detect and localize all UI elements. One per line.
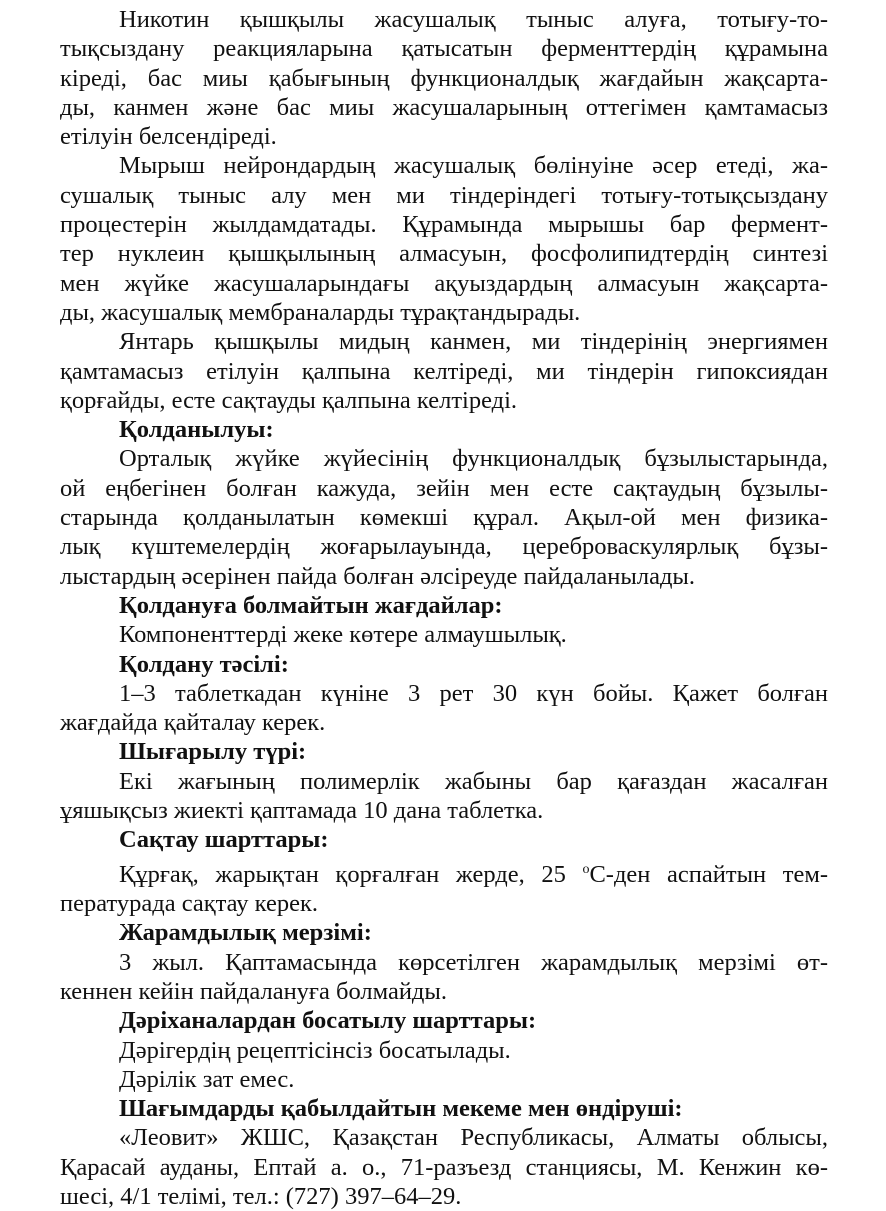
section-body-manufacturer: [60, 1123, 828, 1211]
text-line: «Леовит» ЖШС, Қазақстан Республикасы, Алматы облысы,: [119, 1124, 828, 1152]
section-title-usage: Қолданылуы:: [119, 416, 274, 444]
text-line: Мырыш нейрондардың жасушалық бөлінуіне әсер етеді, жа-: [119, 152, 828, 180]
storage-text-before: Құрғақ, жарықтан қорғалған жерде, 25: [119, 860, 583, 888]
text-line: ды, жасушалық мембраналарды тұрақтандырады.: [60, 298, 581, 326]
text-line: шесі, 4/1 телімі, тел.: (727) 397–64–29.: [60, 1183, 462, 1211]
text-line: Никотин қышқылы жасушалық тыныс алуға, тотығу-то-: [119, 6, 828, 33]
section-title-dispensing: Дәріханалардан босатылу шарттары:: [119, 1007, 537, 1035]
text-line: ды, канмен және бас миы жасушаларының оттегімен қамтамасыз: [60, 93, 828, 121]
text-line: Янтарь қышқылы мидың канмен, ми тіндерінің энергиямен: [119, 328, 828, 356]
section-body-form: [60, 767, 828, 826]
paragraph-nicotinic-acid: [60, 5, 828, 151]
section-title-manufacturer: Шағымдарды қабылдайтын мекеме мен өндіруші:: [119, 1095, 683, 1123]
section-title-shelf-life: Жарамдылық мерзімі:: [119, 919, 372, 947]
text-line: Қарасай ауданы, Ептай а. о., 71-разъезд станциясы, М. Кенжин кө-: [60, 1153, 828, 1181]
document-page: [60, 0, 828, 1211]
section-body-contraindications: Компоненттерді жеке көтере алмаушылық.: [119, 621, 567, 649]
text-line: кеннен кейін пайдалануға болмайды.: [60, 977, 447, 1005]
text-line: қамтамасыз етілуін қалпына келтіреді, ми тіндерін гипоксиядан: [60, 357, 828, 385]
section-title-contraindications: Қолдануға болмайтын жағдайлар:: [119, 591, 503, 619]
degree-sign: о: [582, 861, 590, 877]
section-body-storage: [60, 855, 828, 919]
paragraph-zinc: [60, 151, 828, 327]
section-title-form: Шығарылу түрі:: [119, 738, 307, 766]
storage-text-after: С-ден аспайтын тем-: [589, 860, 828, 888]
section-body-usage: [60, 444, 828, 590]
section-body-dispensing-2: Дәрілік зат емес.: [119, 1065, 295, 1093]
section-title-storage: Сақтау шарттары:: [119, 826, 329, 854]
text-line: мен жүйке жасушаларындағы ақуыздардың алмасуын жақсарта-: [60, 269, 828, 297]
text-line: лық күштемелердің жоғарылауында, цереброваскулярлық бұзы-: [60, 533, 828, 561]
text-line: [60, 855, 828, 889]
text-line: сушалық тыныс алу мен ми тіндеріндегі тотығу-тотықсыздану: [60, 181, 828, 209]
paragraph-succinic-acid: [60, 327, 828, 415]
section-body-method: [60, 679, 828, 738]
section-body-shelf-life: [60, 948, 828, 1007]
text-line: Орталық жүйке жүйесінің функционалдық бұзылыстарында,: [119, 445, 828, 473]
section-body-dispensing-1: Дәрігердің рецептісінсіз босатылады.: [119, 1036, 511, 1064]
text-line: тер нуклеин қышқылының алмасуын, фосфолипидтердің синтезі: [60, 240, 828, 268]
text-line: жағдайда қайталау керек.: [60, 709, 326, 737]
text-line: лыстардың әсерінен пайда болған әлсіреуде пайдаланылады.: [60, 562, 696, 590]
text-line: процестерін жылдамдатады. Құрамында мырышы бар фермент-: [60, 211, 828, 239]
text-line: ұяшықсыз жиекті қаптамада 10 дана таблетка.: [60, 797, 544, 825]
text-line: кіреді, бас миы қабығының функционалдық жағдайын жақсарта-: [60, 64, 828, 92]
text-line: етілуін белсендіреді.: [60, 123, 277, 151]
text-line: ой еңбегінен болған кажуда, зейін мен есте сақтаудың бұзылы-: [60, 474, 828, 502]
text-line: 3 жыл. Қаптамасында көрсетілген жарамдылық мерзімі өт-: [119, 948, 828, 976]
text-line: пературада сақтау керек.: [60, 890, 318, 918]
text-line: тықсыздану реакцияларына қатысатын ферменттердің құрамына: [60, 35, 828, 63]
text-line: қорғайды, есте сақтауды қалпына келтіреді.: [60, 386, 518, 414]
text-line: 1–3 таблеткадан күніне 3 рет 30 күн бойы. Қажет болған: [119, 679, 828, 707]
text-line: Екі жағының полимерлік жабыны бар қағаздан жасалған: [119, 767, 828, 795]
text-line: старында қолданылатын көмекші құрал. Ақыл-ой мен физика-: [60, 504, 828, 532]
section-title-method: Қолдану тәсілі:: [119, 650, 289, 678]
